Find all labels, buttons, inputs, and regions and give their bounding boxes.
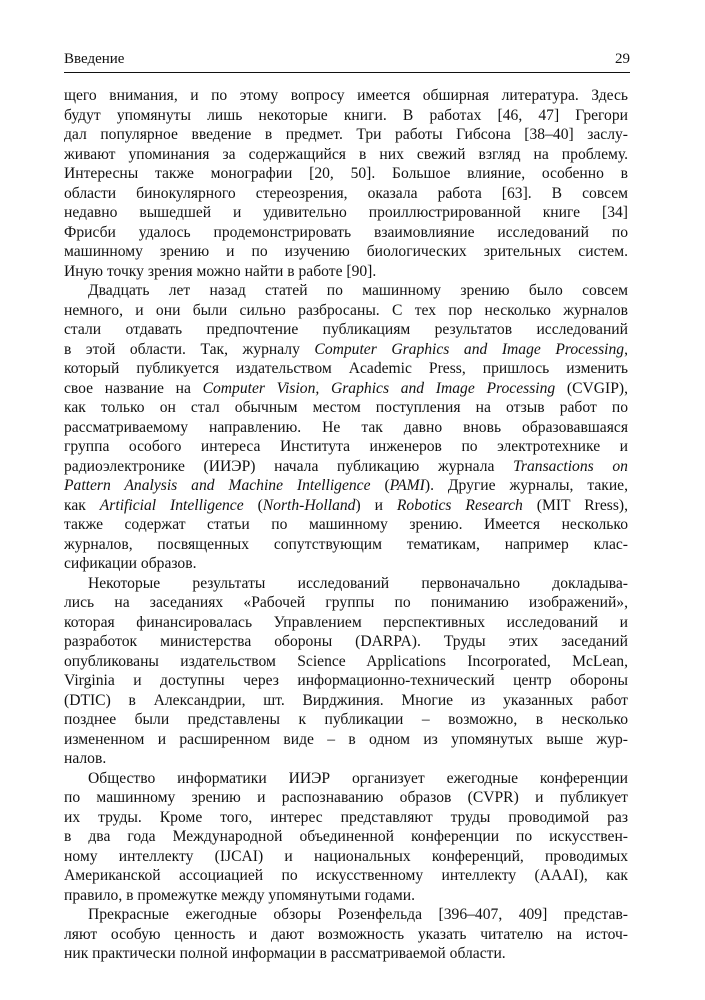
text-line: ляют особую ценность и дают возможность указать читателю на источ- — [64, 925, 628, 943]
text-line: Интересны также монографии [20, 50]. Большое влияние, особенно в — [64, 165, 628, 182]
text-line: опубликованы издательством Science Applications Incorporated, McLean, — [64, 652, 628, 670]
text-line: которая финансировалась Управлением перспективных исследований и — [64, 613, 628, 631]
text-line: дал популярное введение в предмет. Три работы Гибсона [38–40] заслу- — [64, 126, 628, 143]
header-rule — [64, 72, 630, 73]
text-line: ному интеллекту (IJCAI) и национальных конференций, проводимых — [64, 847, 628, 865]
paragraph — [64, 769, 628, 906]
text-line: также содержат статьи по машинному зрению. Имеется несколько — [64, 516, 628, 533]
text-line: измененном и расширенном виде – в одном из упомянутых выше жур- — [64, 730, 628, 748]
paragraph — [64, 574, 628, 769]
text-line: позднее были представлены к публикации – возможно, в несколько — [64, 711, 628, 728]
text-line: Двадцать лет назад статей по машинному зрению было совсем — [88, 282, 628, 299]
text-line: стали отдавать предпочтение публикациям результатов исследований — [64, 321, 628, 338]
paragraph — [64, 281, 628, 574]
text-line: недавно вышедшей и удивительно проиллюстрированной книге [34] — [64, 204, 628, 221]
text-line: Иную точку зрения можно найти в работе [90]. — [64, 262, 377, 280]
text-line: щего внимания, и по этому вопросу имеется обширная литература. Здесь — [64, 87, 628, 104]
text-line: как Artificial Intelligence (North-Holland) и Robotics Research (MIT Rress), — [64, 496, 628, 514]
text-line: группа особого интереса Института инженеров по электротехнике и — [64, 438, 628, 455]
text-line: Pattern Analysis and Machine Intelligence (PAMI). Другие журналы, такие, — [64, 477, 628, 494]
text-line: журналов, посвященных сопутствующим тематикам, например клас- — [64, 535, 628, 553]
text-line: машинному зрению и по изучению биологических зрительных систем. — [64, 243, 628, 260]
text-line: рассматриваемому направлению. Не так давно вновь образовавшаяся — [64, 418, 628, 436]
text-line: правило, в промежутке между упомянутыми годами. — [64, 886, 415, 904]
text-line: который публикуется издательством Academic Press, пришлось изменить — [64, 360, 628, 377]
text-line: сификации образов. — [64, 555, 197, 572]
text-line: будут упомянуты лишь некоторые книги. В работах [46, 47] Грегори — [64, 106, 628, 124]
text-line: ник практически полной информации в рассматриваемой области. — [64, 945, 506, 962]
text-line: (DTIC) в Александрии, шт. Вирджиния. Многие из указанных работ — [64, 691, 628, 709]
text-line: Virginia и доступны через информационно-технический центр обороны — [64, 672, 628, 689]
text-line: живают упоминания за содержащийся в них свежий взгляд на проблему. — [64, 145, 628, 163]
text-line: их труды. Кроме того, интерес представляют труды проводимой раз — [64, 808, 628, 826]
text-line: Фрисби удалось продемонстрировать взаимовлияние исследований по — [64, 223, 628, 241]
text-line: радиоэлектронике (ИИЭР) начала публикацию журнала Transactions on — [64, 457, 628, 475]
text-line: по машинному зрению и распознаванию образов (CVPR) и публикует — [64, 789, 628, 806]
section-title: Введение — [64, 51, 125, 67]
text-line: немного, и они были сильно разбросаны. С тех пор несколько журналов — [64, 301, 628, 319]
text-line: налов. — [64, 750, 107, 767]
text-line: в два года Международной объединенной конференции по искусствен- — [64, 828, 628, 845]
page-number: 29 — [615, 51, 630, 67]
text-line: Американской ассоциацией по искусственному интеллекту (AAAI), как — [64, 867, 628, 884]
paragraph — [64, 905, 628, 964]
running-head — [64, 50, 630, 68]
text-line: как только он стал обычным местом поступления на отзыв работ по — [64, 399, 628, 416]
text-line: Некоторые результаты исследований первоначально докладыва- — [88, 574, 628, 592]
text-line: свое название на Computer Vision, Graphics and Image Processing (CVGIP), — [64, 379, 628, 397]
text-line: Прекрасные ежегодные обзоры Розенфельда [396–407, 409] представ- — [88, 906, 628, 923]
text-line: разработок министерства обороны (DARPA). Труды этих заседаний — [64, 633, 628, 650]
text-line: лись на заседаниях «Рабочей группы по пониманию изображений», — [64, 594, 628, 611]
text-line: Общество информатики ИИЭР организует ежегодные конференции — [88, 769, 628, 787]
text-line: в этой области. Так, журналу Computer Graphics and Image Processing, — [64, 340, 628, 358]
paragraph — [64, 86, 628, 281]
text-line: области бинокулярного стереозрения, оказала работа [63]. В совсем — [64, 184, 628, 202]
body-text — [64, 86, 628, 964]
